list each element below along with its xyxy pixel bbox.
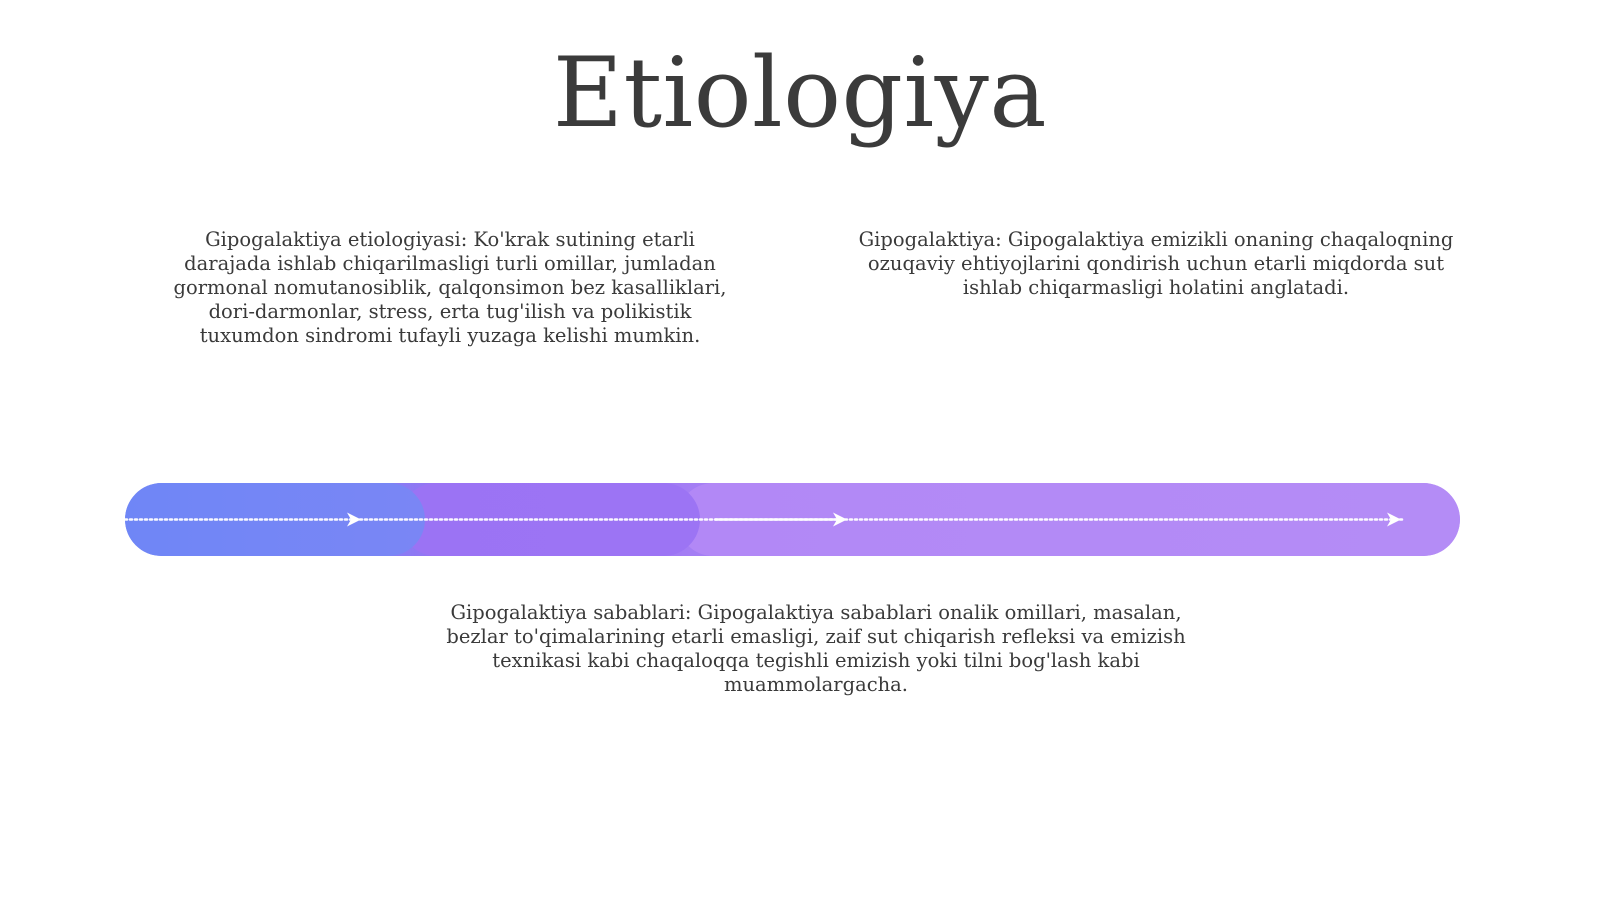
text-block-causes: Gipogalaktiya sabablari: Gipogalaktiya sabablari onalik omillari, masalan, bezlar to'qimalarining etarli emasligi, zaif sut chiqarish refleksi va emizish texnikasi kabi chaqaloqqa tegishli emizish yoki tilni bog'lash kabi muammolargacha. bbox=[446, 601, 1186, 696]
timeline-bar bbox=[125, 483, 1460, 556]
text-block-etiology: Gipogalaktiya etiologiyasi: Ko'krak sutining etarli darajada ishlab chiqarilmasligi turli omillar, jumladan gormonal nomutanosiblik, qalqonsimon bez kasalliklari, dori-darmonlar, stress, erta tug'ilish va polikistik tuxumdon sindromi tufayli yuzaga kelishi mumkin. bbox=[173, 228, 727, 347]
text-block-definition: Gipogalaktiya: Gipogalaktiya emizikli onaning chaqaloqning ozuqaviy ehtiyojlarini qondirish uchun etarli miqdorda sut ishlab chiqarmasligi holatini anglatadi. bbox=[858, 228, 1454, 299]
slide-title: Etiologiya bbox=[552, 37, 1048, 149]
timeline-track bbox=[125, 483, 1460, 556]
